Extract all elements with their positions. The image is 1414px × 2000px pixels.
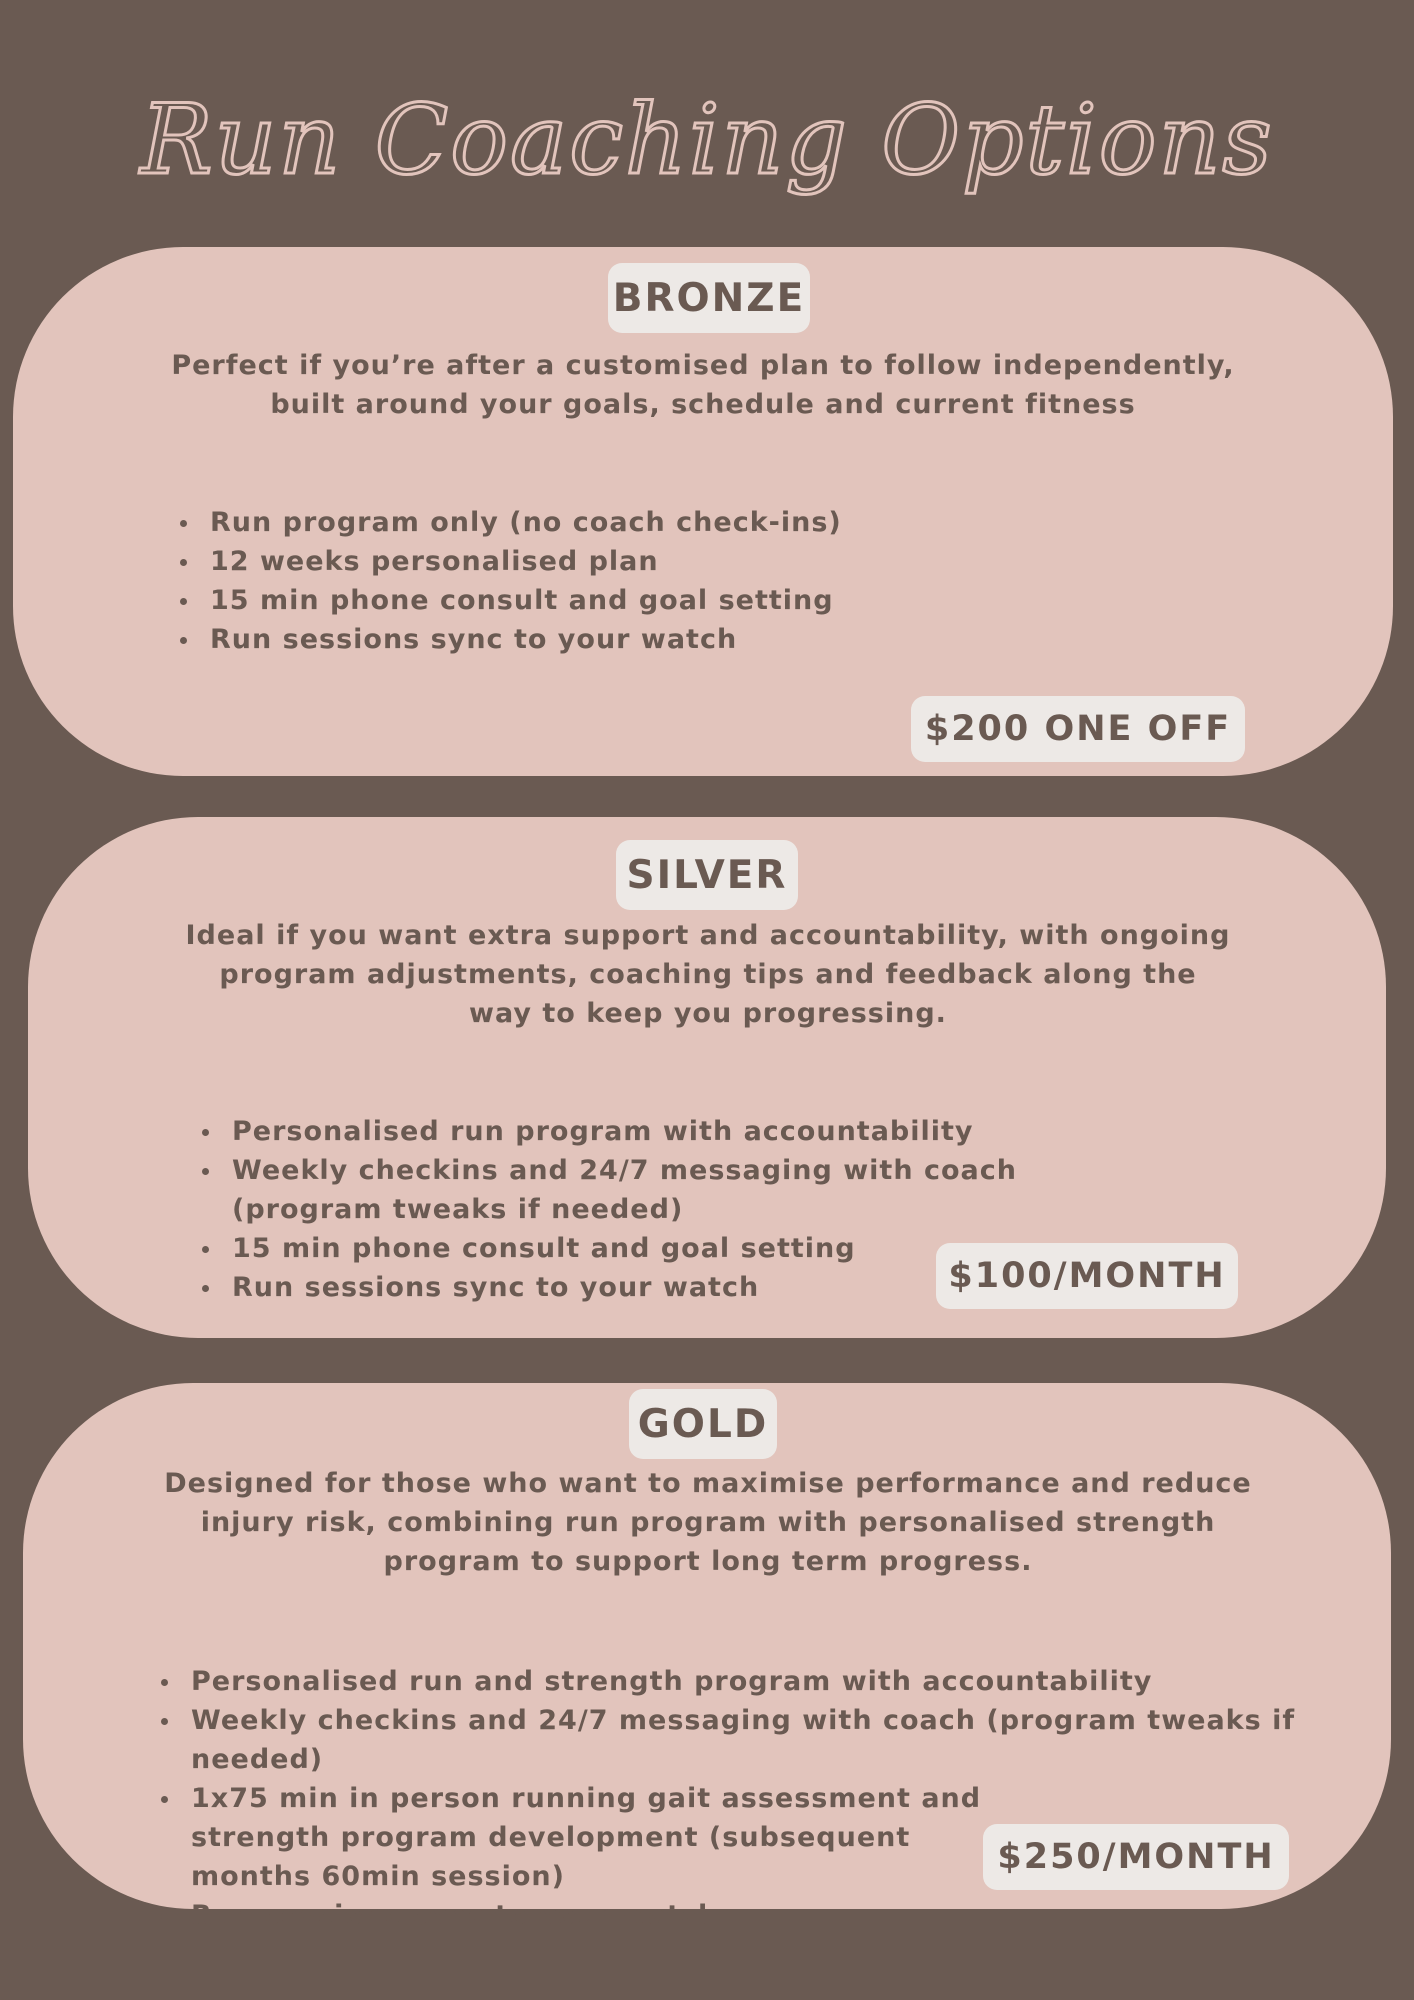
feature-list-bronze bbox=[178, 503, 1078, 659]
price-badge-silver: $100/MONTH bbox=[936, 1243, 1238, 1309]
tier-badge-gold: GOLD bbox=[629, 1389, 777, 1459]
tier-card-silver bbox=[28, 817, 1386, 1338]
list-item: Run sessions sync to your watch bbox=[159, 1896, 1309, 1935]
page-title: Run Coaching Options bbox=[140, 84, 1274, 196]
tier-card-bronze bbox=[13, 247, 1393, 776]
list-item: 12 weeks personalised plan bbox=[178, 542, 1078, 581]
list-item: Personalised run and strength program with accountability bbox=[159, 1662, 1309, 1701]
list-item: 15 min phone consult and goal setting bbox=[200, 1229, 1160, 1268]
price-badge-bronze: $200 ONE OFF bbox=[911, 696, 1245, 762]
list-item: Weekly checkins and 24/7 messaging with coach (program tweaks if needed) bbox=[200, 1151, 1160, 1229]
tier-card-gold bbox=[23, 1383, 1391, 1931]
list-item: 15 min phone consult and goal setting bbox=[178, 581, 1078, 620]
tier-description-bronze: Perfect if you’re after a customised plan to follow independently, built around your goals, schedule and current fitness bbox=[171, 350, 1235, 420]
list-item: Run program only (no coach check-ins) bbox=[178, 503, 1078, 542]
price-badge-gold: $250/MONTH bbox=[983, 1824, 1289, 1890]
list-item: Run sessions sync to your watch bbox=[178, 620, 1078, 659]
list-item: Weekly checkins and 24/7 messaging with coach (program tweaks if needed) bbox=[159, 1701, 1309, 1779]
tier-badge-bronze: BRONZE bbox=[608, 263, 810, 333]
list-item: Run sessions sync to your watch bbox=[200, 1268, 1160, 1307]
tier-badge-silver: SILVER bbox=[616, 840, 798, 910]
tier-description-gold: Designed for those who want to maximise performance and reduce injury risk, combining run program with personalised strength program to support long term progress. bbox=[164, 1468, 1252, 1577]
tier-description-silver: Ideal if you want extra support and accountability, with ongoing program adjustments, coaching tips and feedback along the way to keep you progressing. bbox=[185, 920, 1231, 1029]
list-item: 1x75 min in person running gait assessment and strength program development (subsequent months 60min session) bbox=[159, 1779, 1011, 1896]
feature-list-gold bbox=[159, 1662, 1309, 1935]
list-item: Personalised run program with accountability bbox=[200, 1112, 1160, 1151]
